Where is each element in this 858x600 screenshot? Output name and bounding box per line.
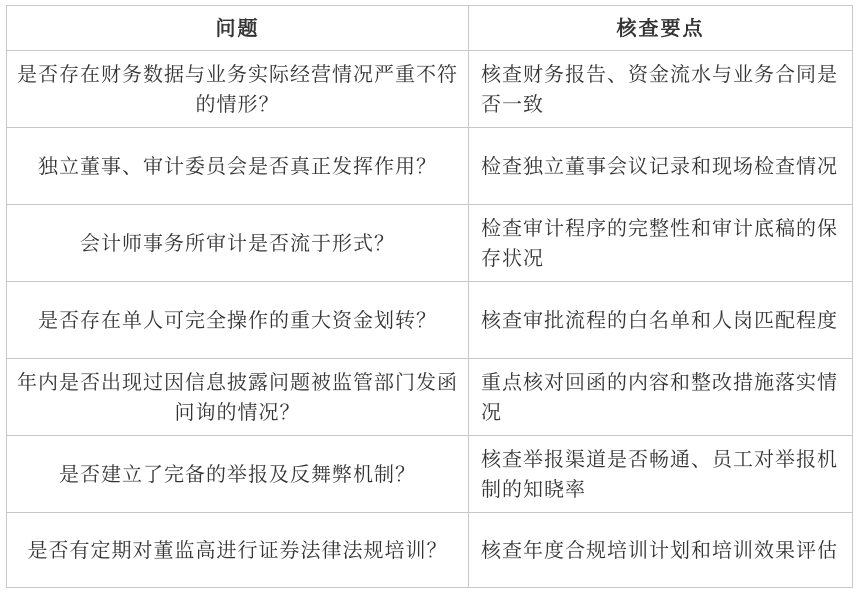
question-cell: 独立董事、审计委员会是否真正发挥作用？	[7, 128, 469, 205]
table-row	[7, 513, 853, 588]
table-row	[7, 436, 853, 513]
table-row	[7, 51, 853, 128]
question-cell: 是否存在单人可完全操作的重大资金划转？	[7, 282, 469, 359]
table-row	[7, 205, 853, 282]
table-header-row	[7, 6, 853, 51]
table-row	[7, 282, 853, 359]
question-cell: 是否建立了完备的举报及反舞弊机制？	[7, 436, 469, 513]
check-point-cell: 核查举报渠道是否畅通、员工对举报机制的知晓率	[469, 436, 853, 513]
check-point-cell: 核查年度合规培训计划和培训效果评估	[469, 513, 853, 588]
question-cell: 是否有定期对董监高进行证券法律法规培训？	[7, 513, 469, 588]
table-row	[7, 359, 853, 436]
header-question: 问题	[7, 6, 469, 51]
check-point-cell: 核查财务报告、资金流水与业务合同是否一致	[469, 51, 853, 128]
audit-checklist-table	[6, 5, 853, 588]
check-point-cell: 重点核对回函的内容和整改措施落实情况	[469, 359, 853, 436]
question-cell: 是否存在财务数据与业务实际经营情况严重不符的情形？	[7, 51, 469, 128]
check-point-cell: 核查审批流程的白名单和人岗匹配程度	[469, 282, 853, 359]
table-row	[7, 128, 853, 205]
header-check-point: 核查要点	[469, 6, 853, 51]
question-cell: 会计师事务所审计是否流于形式？	[7, 205, 469, 282]
question-cell: 年内是否出现过因信息披露问题被监管部门发函问询的情况？	[7, 359, 469, 436]
check-point-cell: 检查审计程序的完整性和审计底稿的保存状况	[469, 205, 853, 282]
check-point-cell: 检查独立董事会议记录和现场检查情况	[469, 128, 853, 205]
